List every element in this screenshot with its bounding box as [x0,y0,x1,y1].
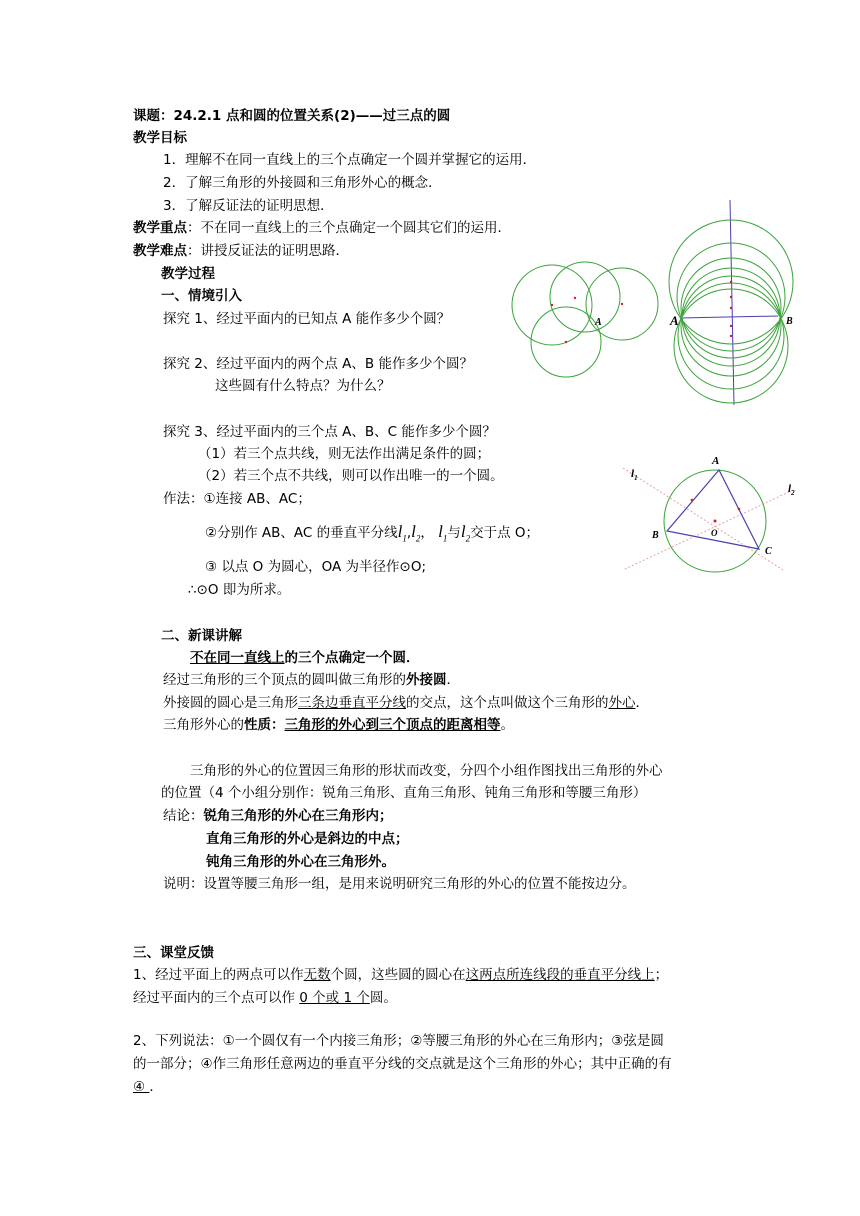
l1-letter: l [397,522,403,541]
fig3-l1-subscript: 1 [634,474,638,482]
title-text: 点和圆的位置关系(2)——过三点的圆 [221,108,451,124]
fig3-label-b: B [652,530,659,541]
q1-h: 圆。 [369,990,397,1006]
q1-answer-1: 无数 [303,967,331,983]
fig2-perpendicular-bisector [730,200,734,405]
fig2-label-a: A [670,313,679,328]
explore-q2: 探究 2、经过平面内的两个点 A、B 能作多少个圆？ [163,356,473,372]
fig3-label-l1 [631,468,638,482]
fig3-midpoint-ab [691,499,694,502]
figure-circles-through-ab [668,200,798,405]
fig3-label-o: O [711,528,718,538]
conclusion-right: 直角三角形的外心是斜边的中点； [206,831,409,847]
conclusion-obtuse: 钝角三角形的外心在三角形外。 [206,854,395,870]
key-point-text: ：不在同一直线上的三个点确定一个圆其它们的运用． [187,220,511,236]
fig2-segment-ab [680,316,778,318]
fig2-center-3 [730,307,732,309]
fig1-centers [551,297,623,343]
fig1-center-1 [551,304,553,306]
case-2: （2）若三个点不共线，则可以作出唯一的一个圆。 [198,468,504,484]
def1-a: 经过三角形的三个顶点的圆叫做三角形的 [163,672,406,688]
lesson-title [133,106,450,126]
theorem-rest: 的三个点确定一个圆． [284,650,420,666]
fig3-l2-letter: l [788,483,792,495]
circumcenter-property [163,715,514,735]
goal-item-1: 1．理解不在同一直线上的三个点确定一个圆并掌握它的运用． [163,152,537,168]
title-number: 24.2.1 [173,108,222,124]
l1-symbol [397,522,407,544]
def1-end: ． [446,672,460,688]
l2-letter-2: l [460,522,466,541]
step-2-end: 交于点 O； [470,525,540,541]
fig3-bisector-l2 [623,490,793,570]
definition-circumcircle [163,670,460,690]
goal-item-2: 2．了解三角形的外接圆和三角形外心的概念． [163,175,442,191]
def2-a: 外接圆的圆心是三角形 [163,695,298,711]
q1-e: ； [654,967,669,983]
l2-subscript-2: 2 [465,533,471,544]
fig3-bisector-l1 [623,468,783,570]
l2-letter: l [411,522,416,541]
prop-colon: ： [271,717,285,733]
key-point [133,218,511,238]
theorem [190,648,420,668]
difficult-point [133,241,349,261]
prop-a: 三角形外心的 [163,717,244,733]
difficult-point-label: 教学难点 [133,243,187,259]
goal-item-3: 3．了解反证法的证明思想． [163,198,334,214]
prop-end: 。 [500,717,514,733]
def2-bisectors: 三条边垂直平分线 [298,695,406,711]
fig3-l2-subscript: 2 [791,489,795,497]
conclusion-acute: 锐角三角形的外心在三角形内； [203,808,393,824]
method-label: 作法： [163,491,204,507]
feedback-q2-line1: 2、下列说法：①一个圆仅有一个内接三角形；②等腰三角形的外心在三角形内；③弦是圆 [133,1033,664,1049]
figure-circumcircle [615,448,805,593]
feedback-q2-line2: 的一部分；④作三角形任意两边的垂直平分线的交点就是这个三角形的外心；其中正确的有 [133,1056,672,1072]
fig3-points [691,499,741,523]
q1-a: 1、经过平面上的两点可以作 [133,967,304,983]
explore-q3: 探究 3、经过平面内的三个点 A、B、C 能作多少个圆？ [163,424,496,440]
fig1-label-a: A [595,317,602,328]
fig2-label-b: B [786,316,793,327]
l2-subscript: 2 [415,533,421,544]
fig1-circle-2 [550,262,620,332]
step-2-sep: ， [420,525,434,541]
fig2-center-4 [730,325,732,327]
construction-conclusion: ∴⊙O 即为所求。 [188,582,291,598]
def2-term: 外心 [608,695,636,711]
fig2-center-1 [730,281,732,283]
q1-answer-3: 0 个或 1 个 [299,990,370,1006]
fig1-center-2 [574,297,576,299]
section2-heading: 二、新课讲解 [161,628,242,644]
l1-subscript-2: 1 [442,533,448,544]
fig3-label-l2 [788,483,795,497]
q1-f: 经过平面内的三个点可以作 [133,990,300,1006]
section3-heading: 三、课堂反馈 [133,945,214,961]
key-point-label: 教学重点 [133,220,187,236]
figure-circles-through-a [505,262,665,382]
q1-c: 个圆，这些圆的圆心在 [330,967,466,983]
l1-letter-2: l [438,522,443,541]
def1-term: 外接圆 [406,672,447,688]
explore-q2-sub: 这些圆有什么特点？为什么？ [215,378,391,394]
title-prefix: 课题： [133,108,174,124]
note: 说明：设置等腰三角形一组，是用来说明研究三角形的外心的位置不能按边分。 [163,876,636,892]
prop-statement: 三角形的外心到三个顶点的距离相等 [284,717,501,733]
fig2-center-2 [730,296,732,298]
definition-circumcenter [163,693,649,713]
comma: , [406,525,412,541]
process-heading: 教学过程 [161,266,215,282]
prop-term: 性质 [244,717,271,733]
fig1-center-4 [565,341,567,343]
feedback-q1-line1 [133,965,668,985]
step-2-and: 与 [447,525,461,541]
conclusion-1 [163,806,393,826]
fig1-circles [512,262,658,377]
conclusion-label: 结论： [163,808,204,824]
method-step1 [163,489,311,509]
activity-para-2: 的位置（4 个小组分别作：锐角三角形、直角三角形、钝角三角形和等腰三角形） [161,785,647,801]
fig3-midpoint-ac [738,508,741,511]
l2-symbol [411,522,421,544]
q2-end: ． [149,1079,163,1095]
step-1: ①连接 AB、AC； [203,491,311,507]
q2-answer: ④ [133,1079,150,1095]
def2-c: 的交点，这个点叫做这个三角形的 [406,695,609,711]
theorem-underlined: 不在同一直线上 [190,650,285,666]
l2-symbol-2 [460,522,471,544]
difficult-point-text: ：讲授反证法的证明思路． [187,243,349,259]
fig3-l1-letter: l [631,468,635,480]
fig1-center-3 [621,303,623,305]
section1-heading: 一、情境引入 [161,288,242,304]
feedback-q2-line3 [133,1077,163,1097]
fig3-label-a: A [712,455,720,467]
method-step2 [205,522,539,548]
explore-q1: 探究 1、经过平面内的已知点 A 能作多少个圆？ [163,311,451,327]
fig3-center-o [714,520,717,523]
feedback-q1-line2 [133,988,397,1008]
fig3-label-c: C [765,546,772,557]
step-3: ③ 以点 O 为圆心，OA 为半径作⊙O; [205,559,427,575]
step-2-text: ②分别作 AB、AC 的垂直平分线 [205,525,398,541]
q1-answer-2: 这两点所连线段的垂直平分线上 [465,967,655,983]
case-1: （1）若三个点共线，则无法作出满足条件的圆； [198,446,491,462]
goals-heading: 教学目标 [133,130,187,146]
activity-para-1: 三角形的外心的位置因三角形的形状而改变，分四个小组作图找出三角形的外心 [190,763,663,779]
fig2-center-5 [730,335,732,337]
l1-subscript: 1 [402,533,407,544]
def2-end: ． [635,695,649,711]
